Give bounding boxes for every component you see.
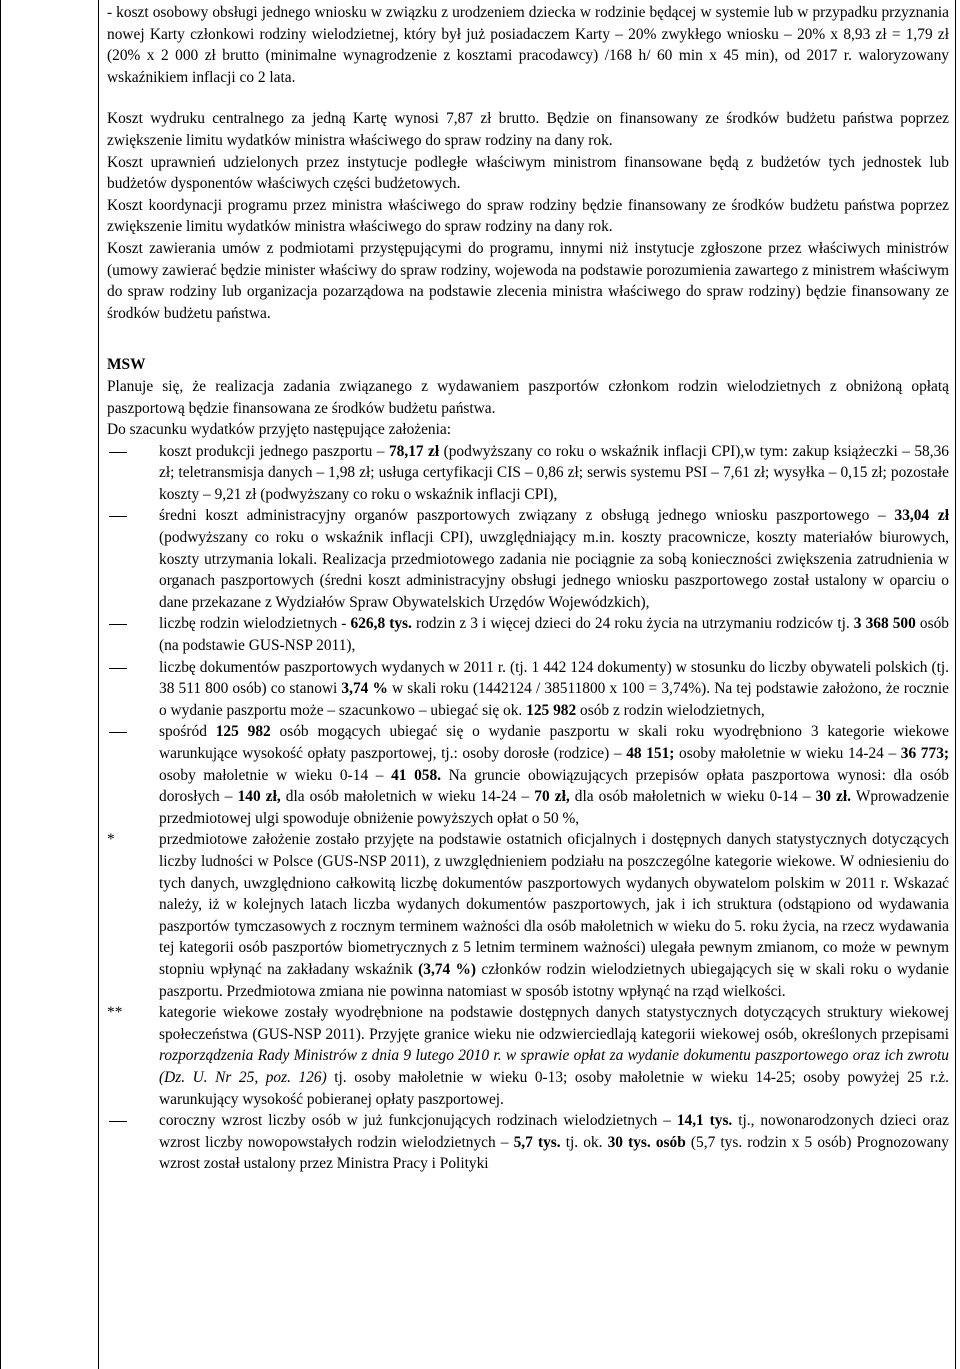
paragraph-contracts-cost: Koszt zawierania umów z podmiotami przystępującymi do programu, innymi niż instytucje zgłoszone przez właściwych ministrów (umowy zawierać będzie minister właściwy do spraw rodziny, wojewoda na podstawie porozumienia zawartego z ministrem właściwym do spraw rodziny lub organizacja pozarządowa na podstawie zlecenia ministra właściwego do spraw rodziny) będzie finansowany ze środków budżetu państwa. [107,239,949,322]
paragraph-coordination-cost: Koszt koordynacji programu przez ministra właściwego do spraw rodziny będzie finansowany ze środków budżetu państwa poprzez zwiększenie limitu wydatków ministra właściwego do spraw rodziny na dany rok. [107,196,949,236]
footnote-marker: * [107,831,115,849]
footnote-single-star: * przedmiotowe założenie zostało przyjęte na podstawie ostatnich oficjalnych i dostępnych danych statystycznych dotyczących liczby ludności w Polsce (GUS-NSP 2011), z uwzględnieniem podziału na poszczególne kategorie wiekowe. W odniesieniu do tych danych, uwzględniono całkowitą liczbę dokumentów paszportowych wydanych obywatelom polskim w 2011 r. Wskazać należy, iż w kolejnych latach liczba wydanych dokumentów paszportowych, jak i ich struktura (odstąpiono od wydawania paszportów tymczasowych z rocznym terminem ważności dla osób małoletnich w wieku do 5. roku życia, na rzecz wydawania tej kategorii osób paszportów biometrycznych z 5 letnim terminem ważności) ulegała pewnym zmianom, co może w pewnym stopniu wpłynąć na zakładany wskaźnik (3,74 %) członków rodzin wielodzietnych ubiegających się w skali roku o wydanie paszportu. Przedmiotowa zmiana nie powinna natomiast w sposób istotny wpłynąć na rząd wielkości. [107,831,949,1000]
list-item-admin-cost: średni koszt administracyjny organów paszportowych związany z obsługą jednego wniosku paszportowego – 33,04 zł (podwyższany co roku o wskaźnik inflacji CPI), uwzględniający m.in. koszty pracownicze, koszty materiałów biurowych, koszty utrzymania lokali. Realizacja przedmiotowego zadania nie pociągnie za sobą konieczności zwiększenia zatrudnienia w organach paszportowych (średni koszt administracyjny obsługi jednego wniosku paszportowego został ustalony w oparciu o dane przekazane z Wydziałów Spraw Obywatelskich Urzędów Wojewódzkich), [159,507,949,611]
paragraph-print-cost: Koszt wydruku centralnego za jedną Kartę wynosi 7,87 zł brutto. Będzie on finansowany ze środków budżetu państwa poprzez zwiększenie limitu wydatków ministra właściwego do spraw rodziny na dany rok. [107,110,949,149]
paragraph-assumptions-intro: Do szacunku wydatków przyjęto następujące założenia: [107,421,452,439]
list-item-documents-count: liczbę dokumentów paszportowych wydanych w 2011 r. (tj. 1 442 124 dokumenty) w stosunku do liczby obywateli polskich (tj. 38 511 800 osób) co stanowi 3,74 % w skali roku (1442124 / 38511800 x 100 = 3,74%). Na tej podstawie założono, że rocznie o wydanie paszportu może – szacunkowo – ubiegać się ok. 125 982 osób z rodzin wielodzietnych, [159,658,949,719]
paragraph-card-cost: - koszt osobowy obsługi jednego wniosku w związku z urodzeniem dziecka w rodzinie będącej w systemie lub w przypadku przyznania nowej Karty członkowi rodziny wielodzietnej, który był już posiadaczem Karty – 20% zwykłego wniosku – 20% x 8,93 zł = 1,79 zł (20% x 2 000 zł brutto (minimalne wynagrodzenie z kosztami pracodawcy) /168 h/ 60 min x 45 min), od 2017 r. waloryzowany wskaźnikiem inflacji co 2 lata. [107,4,949,86]
footnote-double-star: ** kategorie wiekowe zostały wyodrębnione na podstawie dostępnych danych statystycznych dotyczących struktury wiekowej społeczeństwa (GUS-NSP 2011). Przyjęte granice wieku nie odzwierciedlają kategorii wiekowej osób, określonych przepisami rozporządzenia Rady Ministrów z dnia 9 lutego 2010 r. w sprawie opłat za wydanie dokumentu paszportowego oraz ich zwrotu (Dz. U. Nr 25, poz. 126) tj. osoby małoletnie w wieku 0-13; osoby małoletnie w wieku 14-25; osoby powyżej 25 r.ż. warunkujący wysokość pobieranej opłaty paszportowej. [107,1004,949,1108]
right-border [955,0,956,1369]
left-margin-column [0,0,99,1369]
document-body [107,2,949,1175]
footnote-marker: ** [107,1004,123,1022]
paragraph-passport-plan: Planuje się, że realizacja zadania związanego z wydawaniem paszportów członkom rodzin wielodzietnych z obniżoną opłatą paszportową będzie finansowana ze środków budżetu państwa. [107,377,949,417]
section-heading-msw: MSW [107,356,146,374]
list-item-production-cost: koszt produkcji jednego paszportu – 78,17 zł (podwyższany co roku o wskaźnik inflacji CPI),w tym: zakup książeczki – 58,36 zł; teletransmisja danych – 1,98 zł; usługa certyfikacji CIS – 0,86 zł; serwis systemu PSI – 7,61 zł; wysyłka – 0,15 zł; pozostałe koszty – 9,21 zł (podwyższany co roku o wskaźnik inflacji CPI), [159,442,949,503]
list-item-age-categories: spośród 125 982 osób mogących ubiegać się o wydanie paszportu w skali roku wyodrębniono 3 kategorie wiekowe warunkujące wysokość opłaty paszportowej, tj.: osoby dorosłe (rodzice) – 48 151; osoby małoletnie w wieku 14-24 – 36 773; osoby małoletnie w wieku 0-14 – 41 058. Na gruncie obowiązujących przepisów opłata paszportowa wynosi: dla osób dorosłych – 140 zł, dla osób małoletnich w wieku 14-24 – 70 zł, dla osób małoletnich w wieku 0-14 – 30 zł. Wprowadzenie przedmiotowej ulgi spowoduje obniżenie powyższych opłat o 50 %, [159,723,950,827]
list-item-annual-growth: coroczny wzrost liczby osób w już funkcjonujących rodzinach wielodzietnych – 14,1 tys. tj., nowonarodzonych dzieci oraz wzrost liczby nowopowstałych rodzin wielodzietnych – 5,7 tys. tj. ok. 30 tys. osób (5,7 tys. rodzin x 5 osób) Prognozowany wzrost został ustalony przez Ministra Pracy i Polityki [159,1112,949,1173]
list-item-families-count: liczbę rodzin wielodzietnych - 626,8 tys. rodzin z 3 i więcej dzieci do 24 roku życia na utrzymaniu rodziców tj. 3 368 500 osób (na podstawie GUS-NSP 2011), [159,615,949,655]
paragraph-privileges-cost: Koszt uprawnień udzielonych przez instytucje podległe właściwym ministrom finansowane będą z budżetów tych jednostek lub budżetów dysponentów właściwych części budżetowych. [107,153,949,193]
